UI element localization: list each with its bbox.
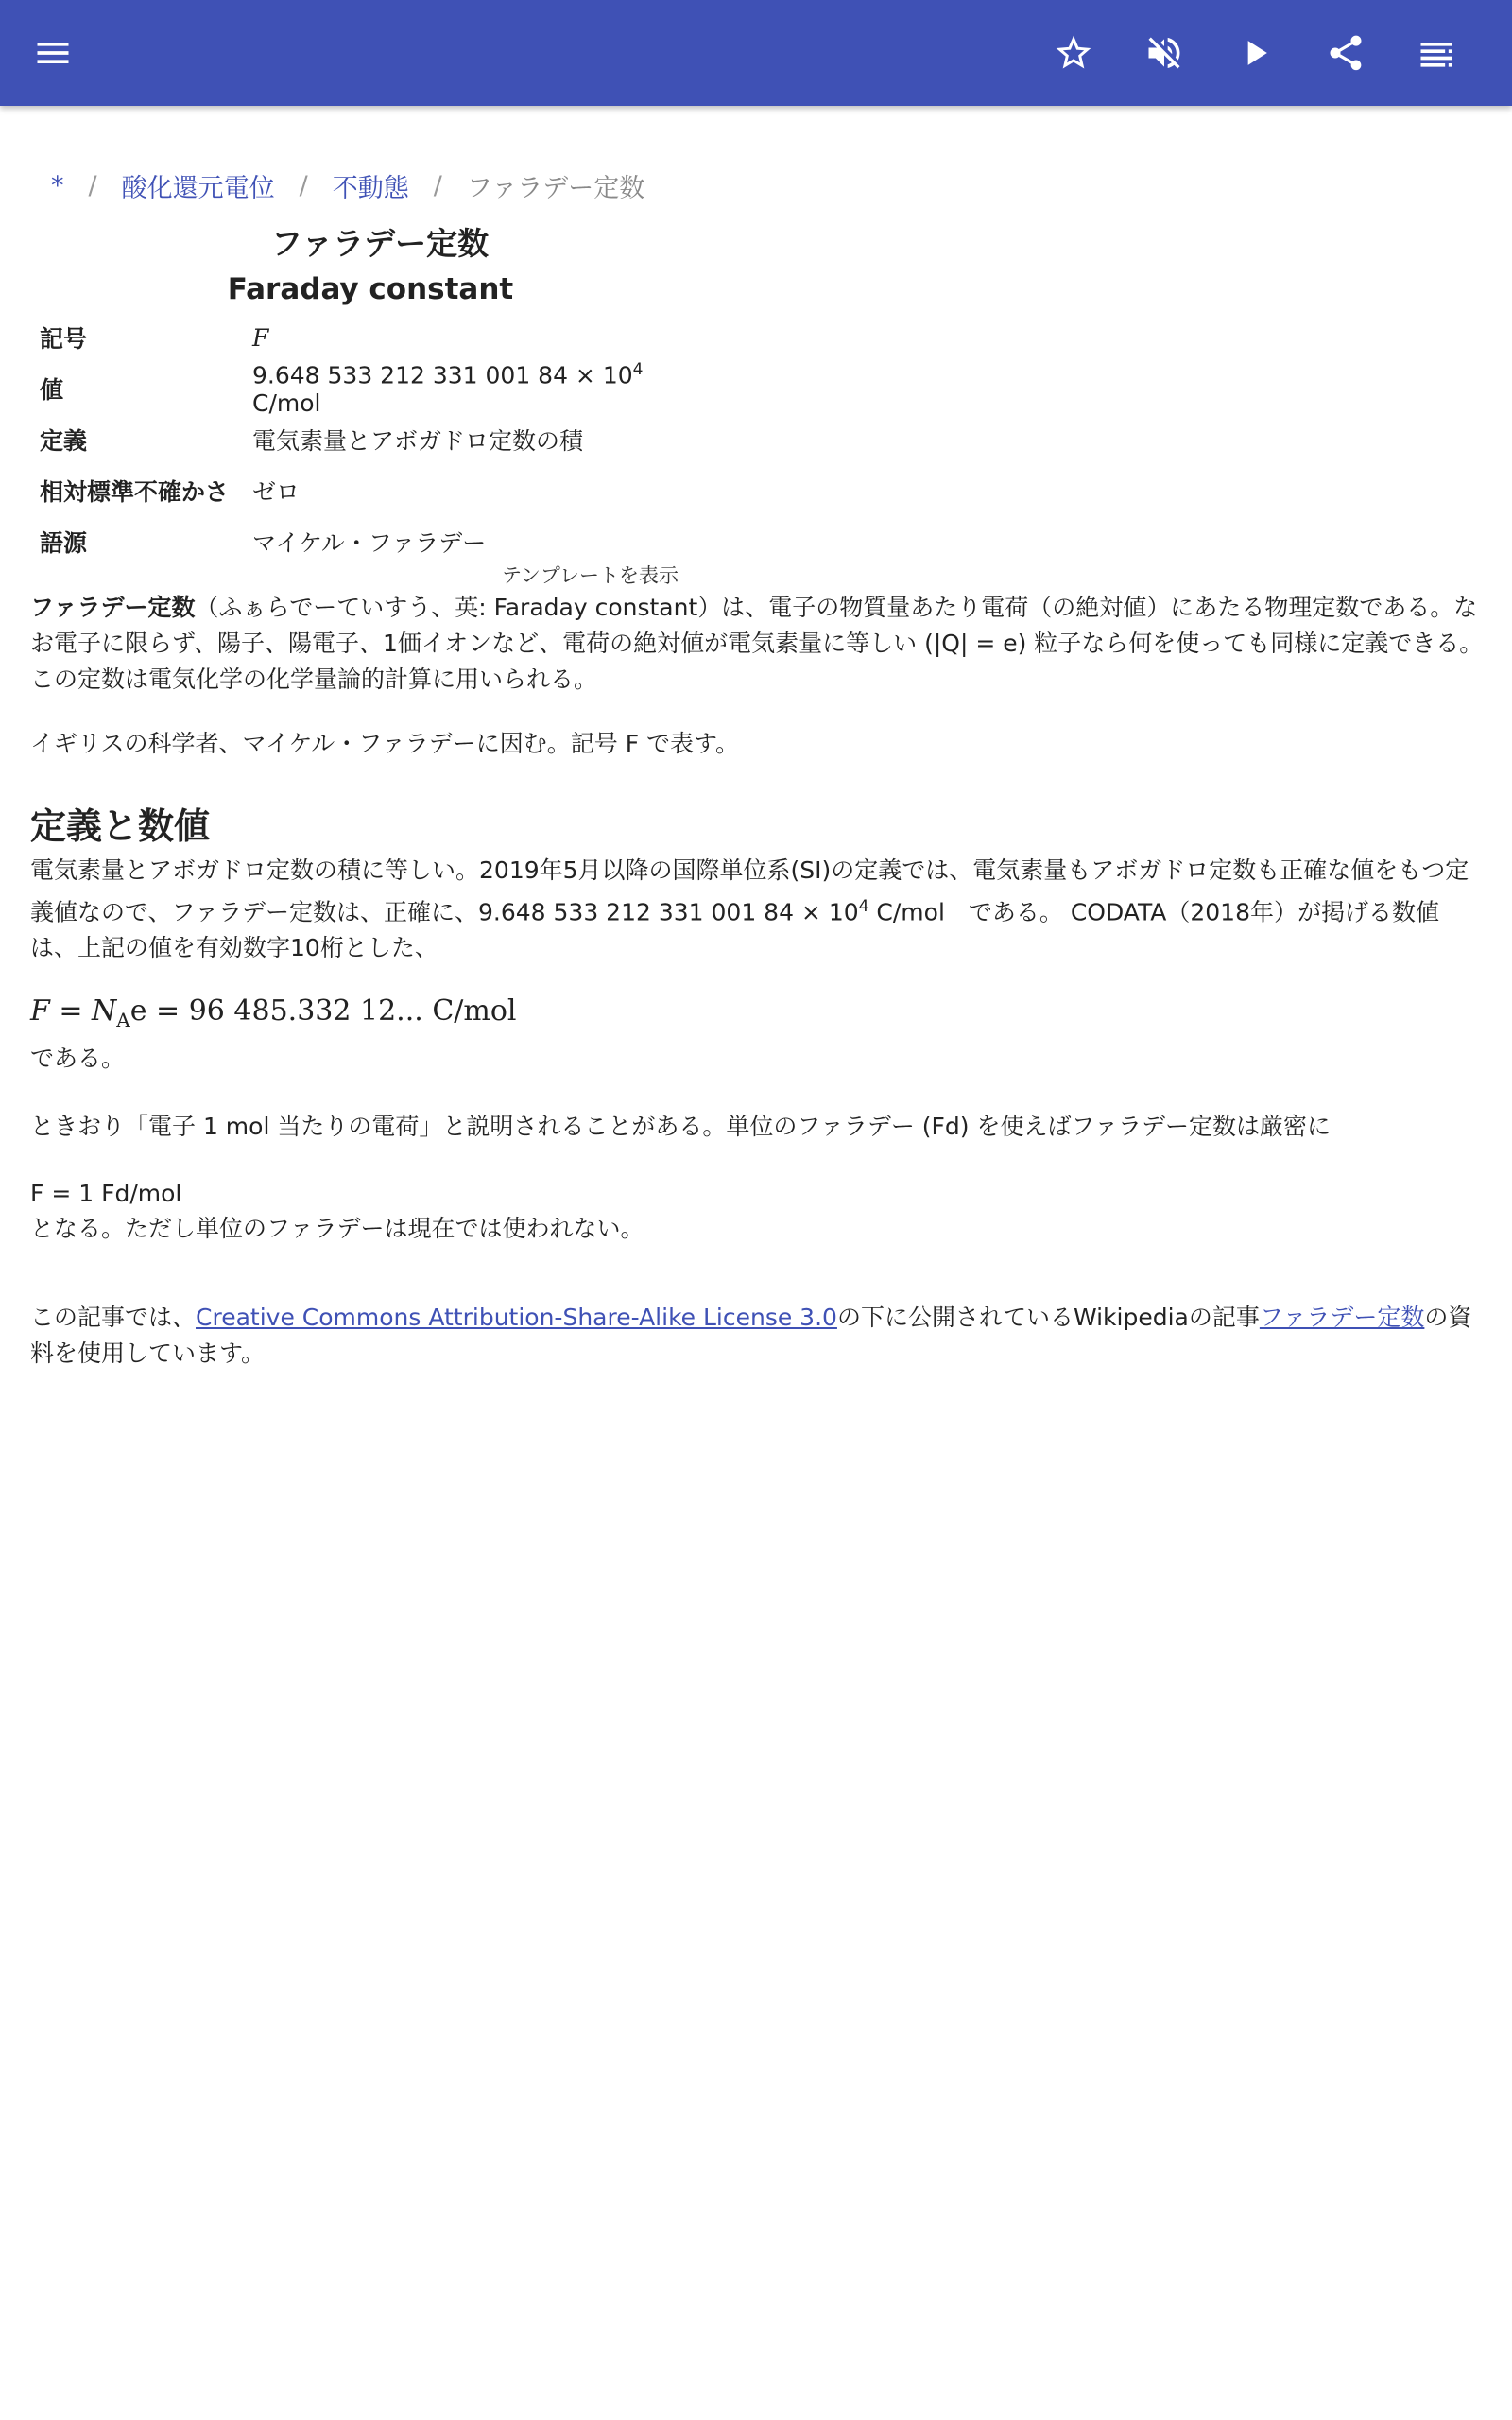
definition-exponent: 4: [858, 897, 869, 916]
intro-text: （ふぁらでーていすう、英: Faraday constant）は、電子の物質量あたり電荷（の絶対値）にあたる物理定数である。なお電子に限らず、陽子、陽電子、1価イオンなど、電荷の絶対値が電気素量に等しい (|Q| = e) 粒子なら何を使っても同様に定義できる。この定数は電気化学の化学量論的計算に用いられる。: [30, 594, 1484, 693]
infobox-value-number: 9.648 533 212 331 001 84 × 10: [252, 361, 633, 389]
formula-conclusion: である。: [30, 1045, 126, 1073]
infobox-value-unit: C/mol: [252, 389, 321, 417]
formula-left: F = N: [30, 994, 117, 1028]
license-link[interactable]: Creative Commons Attribution-Share-Alike License 3.0: [196, 1304, 837, 1332]
license-text-b: の下に公開されているWikipediaの記事: [836, 1304, 1260, 1332]
formula-faraday: [30, 991, 1486, 1041]
breadcrumb-separator: /: [433, 170, 442, 200]
unit-paragraph: ときおり「電子 1 mol 当たりの電荷」と説明されることがある。単位のファラデー (Fd) を使えばファラデー定数は厳密に: [30, 1113, 1331, 1141]
infobox-row-symbol: [30, 312, 692, 363]
formula-right: e = 96 485.332 12... C/mol: [129, 994, 517, 1028]
infobox-value: F: [252, 323, 269, 352]
breadcrumb-item-root[interactable]: *: [51, 170, 64, 200]
breadcrumb-current: ファラデー定数: [466, 173, 645, 203]
formula-subscript: A: [116, 1009, 130, 1032]
etymology-paragraph: イギリスの科学者、マイケル・ファラデーに因む。記号 F で表す。: [30, 730, 740, 757]
infobox-value: ゼロ: [252, 478, 301, 506]
section-heading-definition: 定義と数値: [30, 805, 211, 847]
volume-off-icon[interactable]: [1142, 30, 1187, 76]
play-icon[interactable]: [1232, 30, 1278, 76]
definition-text-b: C/mol である。 CODATA（2018年）が掲げる数値は、上記の値を有効数字10桁とした、: [30, 898, 1439, 962]
infobox-value-exponent: 4: [632, 360, 644, 380]
infobox-row-value: [30, 360, 692, 417]
intro-term: ファラデー定数: [30, 594, 196, 621]
breadcrumb-item-redox-potential[interactable]: 酸化還元電位: [121, 173, 275, 203]
share-icon[interactable]: [1323, 30, 1368, 76]
infobox-row-definition: [30, 414, 692, 465]
app-bar: [0, 0, 1512, 106]
intro-paragraph: [30, 590, 1486, 698]
unit-formula: F = 1 Fd/mol: [30, 1180, 182, 1208]
definition-paragraph: [30, 853, 1486, 966]
infobox-key: 記号: [40, 325, 88, 353]
list-icon[interactable]: [1414, 30, 1459, 76]
license-text-c: の資料を使用しています。: [30, 1304, 1472, 1368]
infobox-value: マイケル・ファラデー: [252, 529, 487, 557]
license-notice: [30, 1300, 1486, 1372]
license-text-a: この記事では、: [30, 1304, 197, 1332]
article-content: [30, 106, 1486, 1372]
menu-icon[interactable]: [30, 30, 76, 76]
infobox-value: [252, 360, 692, 416]
show-template-link[interactable]: テンプレートを表示: [501, 564, 679, 587]
star-outline-icon[interactable]: [1051, 30, 1096, 76]
infobox-key: 語源: [40, 529, 88, 557]
infobox-key: 値: [40, 376, 64, 404]
breadcrumb-separator: /: [299, 170, 308, 200]
source-article-link[interactable]: ファラデー定数: [1259, 1304, 1425, 1332]
infobox-key: 相対標準不確かさ: [40, 478, 230, 506]
infobox-row-uncertainty: [30, 465, 692, 516]
infobox-title-ja: ファラデー定数: [270, 225, 490, 262]
infobox-value: 電気素量とアボガドロ定数の積: [252, 427, 584, 455]
infobox-row-etymology: [30, 516, 692, 567]
breadcrumb-separator: /: [88, 170, 97, 200]
unit-note: となる。ただし単位のファラデーは現在では使われない。: [30, 1215, 644, 1243]
infobox-title-en: Faraday constant: [227, 272, 514, 306]
breadcrumb: [30, 166, 1486, 204]
infobox: [30, 221, 692, 567]
breadcrumb-item-passivation[interactable]: 不動態: [332, 173, 409, 203]
definition-text-a: 電気素量とアボガドロ定数の積に等しい。2019年5月以降の国際単位系(SI)の定義では、電気素量もアボガドロ定数も正確な値をもつ定義値なので、ファラデー定数は、正確に、9.648 533 212 331 001 84 × 10: [30, 856, 1469, 926]
infobox-key: 定義: [40, 427, 88, 455]
